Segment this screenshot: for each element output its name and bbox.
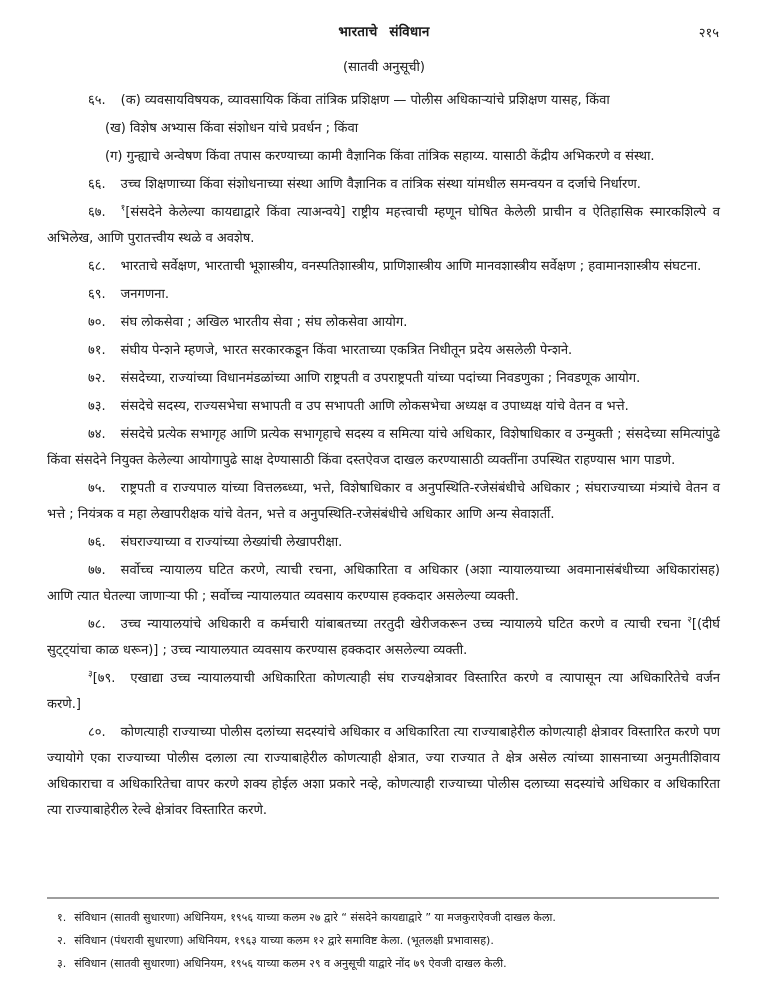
entry-number: ६८. [88, 259, 106, 274]
entry-number: ७०. [88, 315, 106, 330]
entry-number: ७७. [88, 563, 106, 578]
entry-text: (ग) गुन्ह्याचे अन्वेषण किंवा तपास करण्याच्या कामी वैज्ञानिक किंवा तांत्रिक सहाय्य. यासाठी केंद्रीय अभिकरणे व संस्था. [105, 149, 655, 164]
footnote-number: १. [57, 911, 67, 924]
entry-number: ७६. [88, 535, 106, 550]
entry-text: संघराज्याच्या व राज्यांच्या लेख्यांची लेखापरीक्षा. [120, 535, 343, 550]
footnote-number: २. [57, 934, 67, 947]
entry-text: उच्च न्यायालयांचे अधिकारी व कर्मचारी यांबाबतच्या तरतुदी खेरीजकरून उच्च न्यायालये घटित करणे व त्याची रचना [120, 617, 688, 632]
entry-text: [संसदेने केलेल्या कायद्याद्वारे किंवा त्याअन्वये] राष्ट्रीय महत्त्वाची म्हणून घोषित केलेली प्राचीन व ऐतिहासिक स्मारकशिल्पे व अभिलेख, आणि पुरातत्त्वीय स्थळे व अवशेष. [47, 205, 720, 246]
entry-number: ७४. [88, 427, 106, 442]
schedule-entry [47, 88, 720, 114]
footnote [57, 906, 719, 929]
entry-text: संसदेचे प्रत्येक सभागृह आणि प्रत्येक सभागृहाचे सदस्य व समित्या यांचे अधिकार, विशेषाधिकार व उन्मुक्ती ; संसदेच्या समित्यांपुढे किंवा संसदेने नियुक्त केलेल्या आयोगापुढे साक्ष देण्यासाठी किंवा दस्तऐवज दाखल करण्यासाठी व्यक्तींना उपस्थित राहण्यास भाग पाडणे. [47, 427, 720, 468]
entry-number: ६५. [88, 93, 106, 108]
entry-number: ८०. [88, 725, 106, 740]
entry-text: उच्च शिक्षणाच्या किंवा संशोधनाच्या संस्था आणि वैज्ञानिक व तांत्रिक संस्था यांमधील समन्वयन व दर्जाचे निर्धारण. [120, 177, 641, 192]
schedule-entry [47, 666, 720, 718]
entry-number: [७९. [92, 671, 116, 686]
schedule-entry [47, 144, 720, 170]
entry-number: ७५. [88, 481, 106, 496]
footnote-text: संविधान (सातवी सुधारणा) अधिनियम, १९५६ याच्या कलम २९ व अनुसूची याद्वारे नोंद ७९ ऐवजी दाखल केली. [74, 957, 507, 970]
footnote-rule [47, 897, 719, 899]
entry-text: कोणत्याही राज्याच्या पोलीस दलांच्या सदस्यांचे अधिकार व अधिकारिता त्या राज्याबाहेरील कोणत्याही क्षेत्रावर विस्तारित करणे पण ज्यायोगे एका राज्याच्या पोलीस दलाला त्या राज्याबाहेरील कोणत्याही क्षेत्रात, ज्या राज्यात ते क्षेत्र असेल त्यांच्या शासनाच्या अनुमतीशिवाय अधिकाराचा व अधिकारितेचा वापर करणे शक्य होईल अशा प्रकारे नव्हे, कोणत्याही राज्याच्या पोलीस दलाच्या सदस्यांचे अधिकार व अधिकारिता त्या राज्याबाहेरील रेल्वे क्षेत्रांवर विस्तारित करणे. [47, 725, 720, 818]
schedule-entry [47, 254, 720, 280]
entry-text: संघ लोकसेवा ; अखिल भारतीय सेवा ; संघ लोकसेवा आयोग. [120, 315, 408, 330]
schedule-entry [47, 476, 720, 528]
entry-text: संघीय पेन्शने म्हणजे, भारत सरकारकडून किंवा भारताच्या एकत्रित निधीतून प्रदेय असलेली पेन्शने. [120, 343, 573, 358]
footnote-reference: १ [120, 203, 126, 214]
footnote-reference: २ [687, 615, 692, 626]
schedule-entry [47, 338, 720, 364]
footnote-text: संविधान (सातवी सुधारणा) अधिनियम, १९५६ याच्या कलम २७ द्वारे “ संसदेने कायद्याद्वारे ” या मजकुराऐवजी दाखल केला. [74, 911, 556, 924]
schedule-entry [47, 612, 720, 664]
schedule-entry [47, 366, 720, 392]
schedule-entry [47, 394, 720, 420]
schedule-entry [47, 530, 720, 556]
entry-number: ७८. [88, 617, 106, 632]
footnote-section [47, 897, 719, 975]
schedule-entries [47, 88, 720, 824]
schedule-subtitle: (सातवी अनुसूची) [343, 60, 425, 75]
footnote-reference: ३ [88, 669, 93, 680]
entry-text: सर्वोच्च न्यायालय घटित करणे, त्याची रचना, अधिकारिता व अधिकार (अशा न्यायालयाच्या अवमानासंबंधीच्या अधिकारांसह) आणि त्यात घेतल्या जाणाऱ्या फी ; सर्वोच्च न्यायालयात व्यवसाय करण्यास हक्कदार असलेल्या व्यक्ती. [47, 563, 720, 604]
schedule-entry [47, 310, 720, 336]
entry-number: ६६. [88, 177, 106, 192]
entry-number: ७२. [88, 371, 106, 386]
entry-text: भारताचे सर्वेक्षण, भारताची भूशास्त्रीय, वनस्पतिशास्त्रीय, प्राणिशास्त्रीय आणि मानवशास्त्रीय सर्वेक्षण ; हवामानशास्त्रीय संघटना. [120, 259, 702, 274]
footnote [57, 952, 719, 975]
schedule-entry [47, 172, 720, 198]
schedule-entry [47, 422, 720, 474]
page-number: २१५ [698, 26, 719, 41]
schedule-entry [47, 116, 720, 142]
entry-text: (ख) विशेष अभ्यास किंवा संशोधन यांचे प्रवर्धन ; किंवा [105, 121, 359, 136]
entry-number: ६७. [88, 205, 106, 220]
page-header [0, 22, 768, 40]
footnote [57, 929, 719, 952]
entry-number: ६९. [88, 287, 106, 302]
schedule-entry [47, 282, 720, 308]
entry-text: (क) व्यवसायविषयक, व्यावसायिक किंवा तांत्रिक प्रशिक्षण — पोलीस अधिकाऱ्यांचे प्रशिक्षण यासह, किंवा [120, 93, 610, 108]
schedule-entry [47, 200, 720, 252]
schedule-entry [47, 558, 720, 610]
entry-text: संसदेच्या, राज्यांच्या विधानमंडळांच्या आणि राष्ट्रपती व उपराष्ट्रपती यांच्या पदांच्या निवडणुका ; निवडणूक आयोग. [120, 371, 641, 386]
schedule-entry [47, 720, 720, 824]
entry-text: राष्ट्रपती व राज्यपाल यांच्या वित्तलब्ध्या, भत्ते, विशेषाधिकार व अनुपस्थिति-रजेसंबंधीचे अधिकार ; संघराज्याच्या मंत्र्यांचे वेतन व भत्ते ; नियंत्रक व महा लेखापरीक्षक यांचे वेतन, भत्ते व अनुपस्थिति-रजेसंबंधीचे अधिकार आणि अन्य सेवाशर्ती. [47, 481, 720, 522]
entry-text: संसदेचे सदस्य, राज्यसभेचा सभापती व उप सभापती आणि लोकसभेचा अध्यक्ष व उपाध्यक्ष यांचे वेतन व भत्ते. [120, 399, 629, 414]
footnote-number: ३. [57, 957, 67, 970]
entry-text: एखाद्या उच्च न्यायालयाची अधिकारिता कोणत्याही संघ राज्यक्षेत्रावर विस्तारित करणे व त्यापासून त्या अधिकारितेचे वर्जन करणे.] [47, 671, 720, 712]
entry-number: ७१. [88, 343, 106, 358]
document-title: भारताचे संविधान [338, 24, 430, 40]
footnote-list [47, 906, 719, 975]
entry-text: [(दीर्घ सुट्ट्यांचा काळ धरून)] ; उच्च न्यायालयात व्यवसाय करण्यास हक्कदार असलेल्या व्यक्ती. [47, 617, 720, 658]
entry-number: ७३. [88, 399, 106, 414]
entry-text: जनगणना. [120, 287, 169, 302]
footnote-text: संविधान (पंधरावी सुधारणा) अधिनियम, १९६३ याच्या कलम १२ द्वारे समाविष्ट केला. (भूतलक्षी प्रभावासह). [74, 934, 494, 947]
